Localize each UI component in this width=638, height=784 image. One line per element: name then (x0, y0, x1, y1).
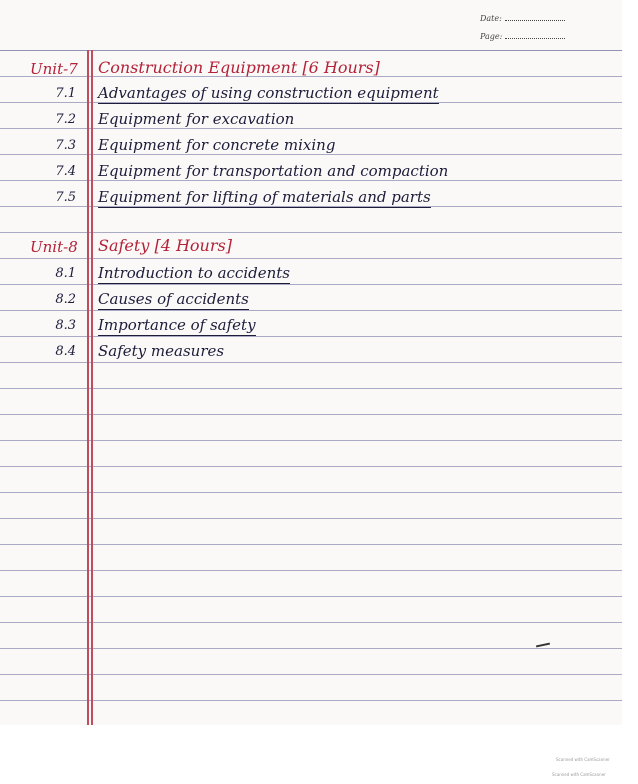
scanner-watermark-1: Scanned with CamScanner (556, 757, 610, 762)
ruling-line (0, 674, 622, 675)
topic-7-3-number: 7.3 (55, 138, 76, 153)
scanner-watermark-2: Scanned with CamScanner (552, 772, 606, 777)
unit-8-label: Unit-8 (30, 238, 78, 256)
ruling-line (0, 492, 622, 493)
ruling-line (0, 336, 622, 337)
ruling-line (0, 362, 622, 363)
topic-8-3-number: 8.3 (55, 318, 76, 333)
page-label: Page: (480, 32, 503, 41)
margin-line-left (87, 50, 89, 725)
topic-7-1-number: 7.1 (55, 86, 76, 101)
date-field (480, 14, 565, 23)
ruling-line (0, 414, 622, 415)
topic-7-4-text: Equipment for transportation and compaction (98, 162, 449, 180)
topic-7-5-text: Equipment for lifting of materials and parts (98, 188, 431, 206)
ruling-line (0, 128, 622, 129)
unit-8-title: Safety [4 Hours] (98, 236, 232, 255)
ruling-line (0, 388, 622, 389)
topic-7-1-text: Advantages of using construction equipment (98, 84, 439, 102)
topic-7-2-text: Equipment for excavation (98, 110, 295, 128)
ruling-line (0, 570, 622, 571)
topic-8-2-text: Causes of accidents (98, 290, 249, 308)
ruling-line (0, 440, 622, 441)
date-label: Date: (480, 14, 502, 23)
ruling-line (0, 622, 622, 623)
ruling-line (0, 518, 622, 519)
unit-7-title: Construction Equipment [6 Hours] (98, 58, 380, 77)
topic-7-3-text: Equipment for concrete mixing (98, 136, 336, 154)
ruling-line (0, 466, 622, 467)
topic-8-1-number: 8.1 (55, 266, 76, 281)
topic-8-2-number: 8.2 (55, 292, 76, 307)
margin-line-right (91, 50, 93, 725)
page-blank (505, 38, 565, 39)
header-ruling-line (0, 50, 622, 51)
topic-7-4-number: 7.4 (55, 164, 76, 179)
topic-7-2-number: 7.2 (55, 112, 76, 127)
ruling-line (0, 596, 622, 597)
ruling-line (0, 258, 622, 259)
date-blank (505, 20, 565, 21)
topic-8-1-text: Introduction to accidents (98, 264, 290, 282)
topic-8-4-number: 8.4 (55, 344, 76, 359)
ruling-line (0, 180, 622, 181)
ruling-line (0, 310, 622, 311)
topic-8-3-text: Importance of safety (98, 316, 256, 334)
topic-7-5-number: 7.5 (55, 190, 76, 205)
ruling-line (0, 648, 622, 649)
ruling-line (0, 284, 622, 285)
page-field (480, 32, 565, 41)
pen-stroke (536, 643, 550, 648)
unit-7-label: Unit-7 (30, 60, 78, 78)
ruling-line (0, 544, 622, 545)
topic-8-4-text: Safety measures (98, 342, 225, 360)
ruling-line (0, 154, 622, 155)
ruling-line (0, 232, 622, 233)
ruling-line (0, 700, 622, 701)
